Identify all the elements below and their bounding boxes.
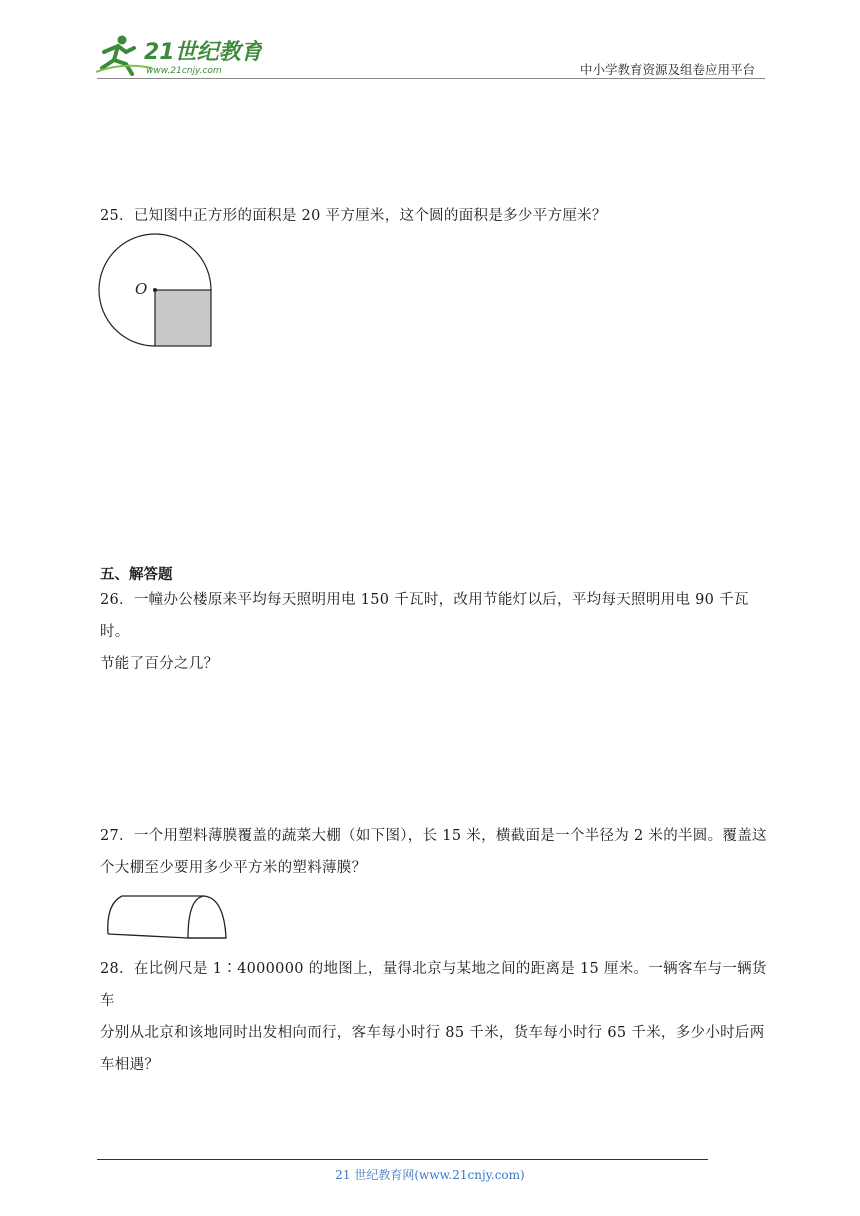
question-26-line1: 26．一幢办公楼原来平均每天照明用电 150 千瓦时，改用节能灯以后，平均每天照明用电 90 千瓦时。 <box>100 592 749 640</box>
center-point <box>153 288 157 292</box>
footer-divider <box>97 1159 708 1160</box>
question-28-line3: 车相遇？ <box>100 1057 160 1073</box>
logo-text: 21世纪教育 <box>144 40 262 65</box>
greenhouse-figure <box>100 890 230 942</box>
question-27-line1: 27．一个用塑料薄膜覆盖的蔬菜大棚（如下图），长 15 米，横截面是一个半径为 2 米的半圆。覆盖这 <box>100 828 767 844</box>
logo-url: www.21cnjy.com <box>146 66 222 76</box>
question-27 <box>100 820 770 884</box>
center-label: O <box>135 280 148 298</box>
question-26-line2: 节能了百分之几？ <box>100 656 219 672</box>
question-28-line2: 分别从北京和该地同时出发相向而行，客车每小时行 85 千米，货车每小时行 65 千米，多少小时后两 <box>100 1025 765 1041</box>
question-25: 25．已知图中正方形的面积是 20 平方厘米，这个圆的面积是多少平方厘米？ <box>100 208 607 224</box>
platform-title: 中小学教育资源及组卷应用平台 <box>579 62 755 77</box>
circle-square-figure <box>96 232 216 348</box>
question-26 <box>100 584 770 680</box>
question-27-line2: 个大棚至少要用多少平方米的塑料薄膜？ <box>100 860 367 876</box>
greenhouse-front-semicircle <box>188 896 226 938</box>
header-divider <box>97 78 765 79</box>
question-28 <box>100 953 770 1081</box>
section-title: 五、解答题 <box>100 566 173 583</box>
question-28-line1: 28．在比例尺是 1∶4000000 的地图上，量得北京与某地之间的距离是 15 厘米。一辆客车与一辆货车 <box>100 961 767 1009</box>
footer-text: 21 世纪教育网(www.21cnjy.com) <box>335 1168 525 1182</box>
greenhouse-bottom-edge <box>108 934 188 938</box>
shaded-square <box>155 290 211 346</box>
site-logo <box>92 32 262 78</box>
